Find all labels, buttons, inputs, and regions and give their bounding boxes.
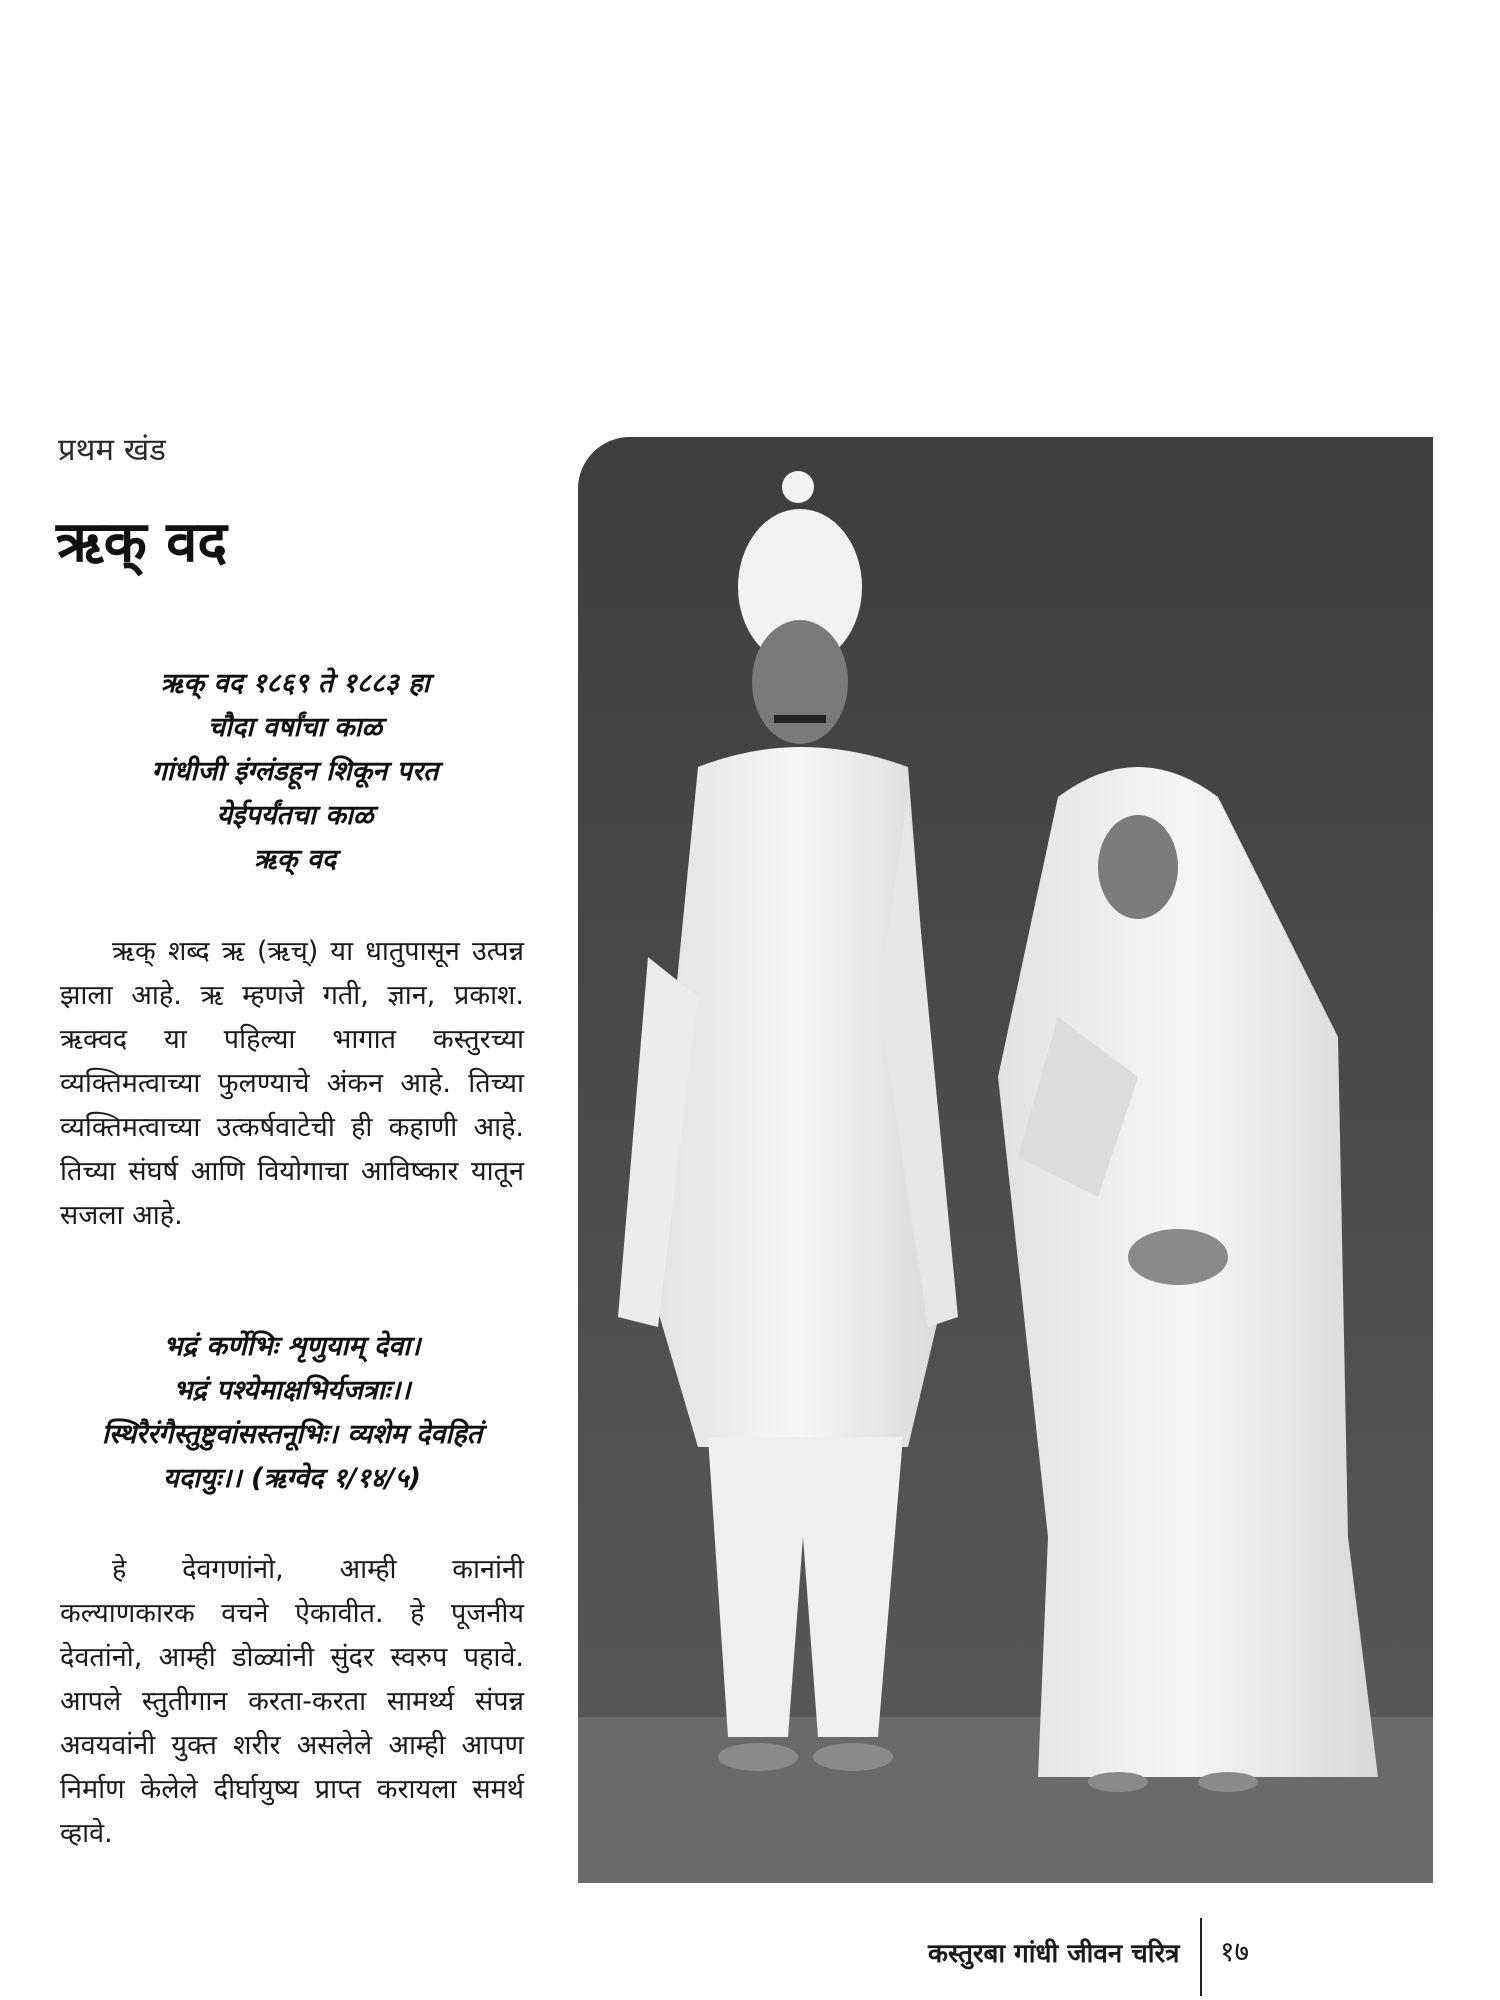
body-paragraph-intro: ऋक् शब्द ऋ (ऋच्) या धातुपासून उत्पन्न झाला आहे. ऋ म्हणजे गती, ज्ञान, प्रकाश. ऋक्वद या पहिल्या भागात कस्तुरच्या व्यक्तिमत्वाच्या फुलण्याचे अंकन आहे. तिच्या व्यक्तिमत्वाच्या उत्कर्षवाटेची ही कहाणी आहे. तिच्या संघर्ष आणि वियोगाचा आविष्कार यातून सजला आहे. [60, 936, 524, 1231]
epigraph-line: गांधीजी इंग्लंडहून शिकून परत [151, 756, 439, 787]
verse-line: स्थिरैरंगैस्तुष्टुवांसस्तनूभिः। व्यशेम देवहितं [101, 1419, 483, 1450]
epigraph-line: येईपर्यंतचा काळ [216, 800, 374, 831]
verse-line: भद्रं कर्णेभिः शृणुयाम् देवा। [163, 1331, 421, 1362]
epigraph-line: चौदा वर्षांचा काळ [207, 712, 383, 743]
epigraph-line: ऋक् वद १८६९ ते १८८३ हा [160, 668, 430, 699]
footer-divider [1200, 1918, 1202, 1996]
body-paragraph-translation: हे देवगणांनो, आम्ही कानांनी कल्याणकारक वचने ऐकावीत. हे पूजनीय देवतांनो, आम्ही डोळ्यांनी सुंदर स्वरुप पहावे. आपले स्तुतीगान करता-करता सामर्थ्य संपन्न अवयवांनी युक्त शरीर असलेले आम्ही आपण निर्माण केलेले दीर्घायुष्य प्राप्त करायला समर्थ व्हावे. [60, 1554, 524, 1849]
couple-photograph [578, 437, 1433, 1883]
verse-line: यदायुः।। (ऋग्वेद १/१४/५) [163, 1463, 421, 1494]
epigraph [60, 662, 530, 882]
sanskrit-verse [52, 1325, 532, 1501]
verse-line: भद्रं पश्येमाक्षभिर्यजत्राः।। [173, 1375, 411, 1406]
epigraph-line: ऋक् वद [253, 844, 337, 875]
page-number: १७ [1220, 1935, 1250, 1968]
running-footer-title: कस्तुरबा गांधी जीवन चरित्र [928, 1939, 1180, 1969]
chapter-title: ऋक् वद [56, 510, 228, 575]
section-label: प्रथम खंड [58, 432, 166, 468]
